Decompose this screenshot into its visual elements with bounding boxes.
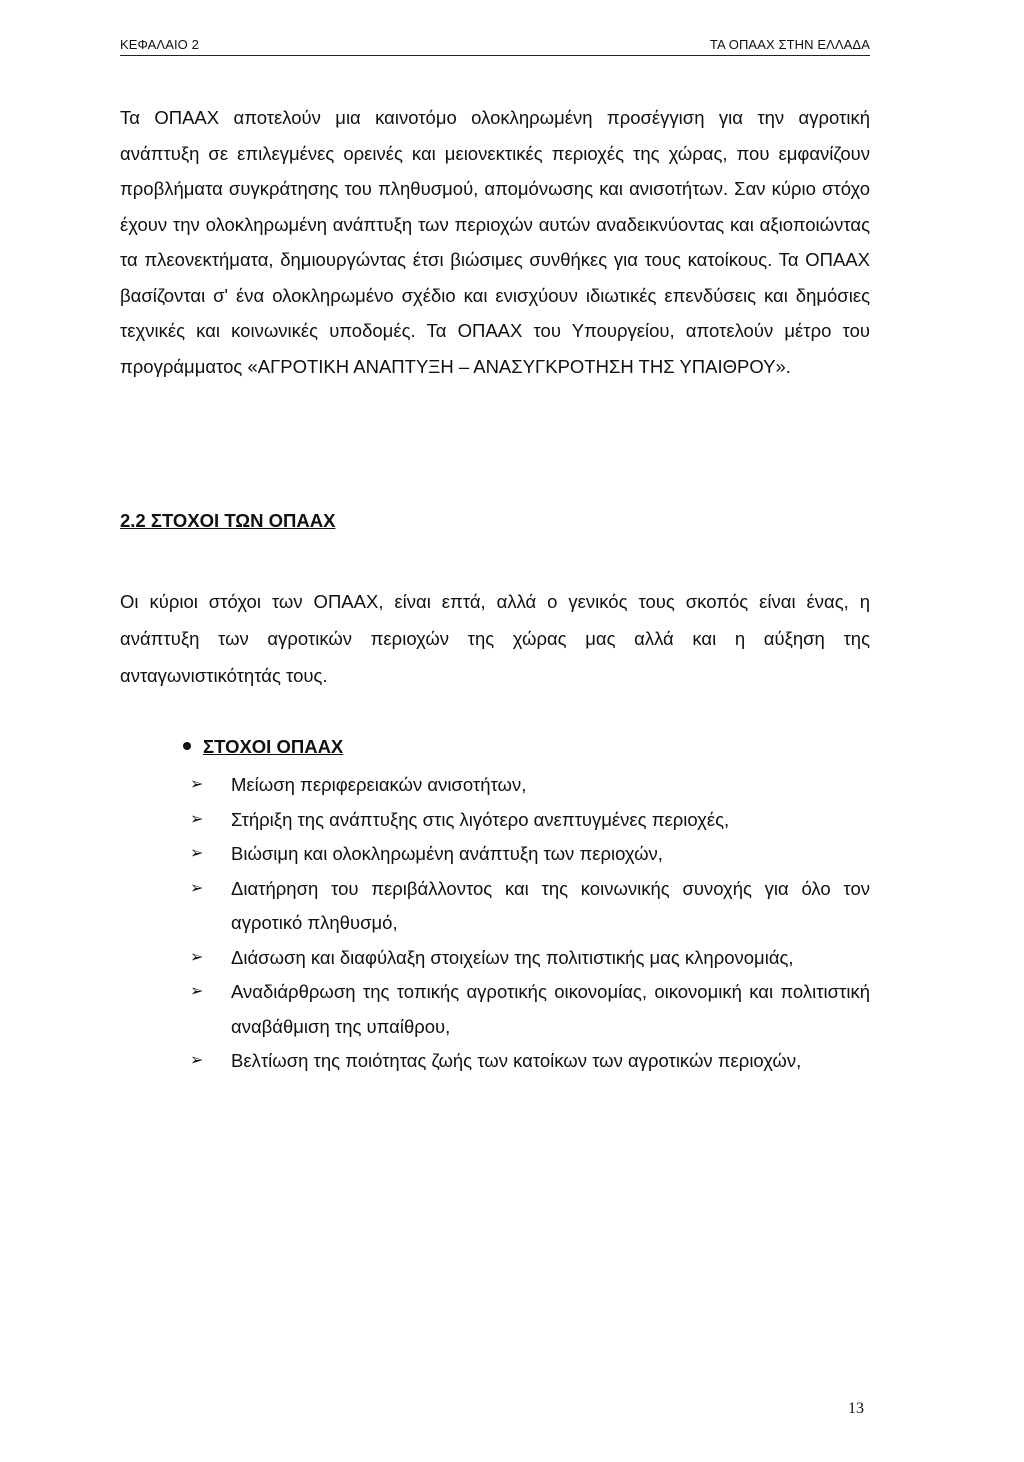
- list-item: [186, 803, 870, 838]
- chapter-label: ΚΕΦΑΛΑΙΟ 2: [120, 37, 199, 52]
- list-item: [186, 941, 870, 976]
- goal-text: Στήριξη της ανάπτυξης στις λιγότερο ανεπτυγμένες περιοχές,: [231, 808, 730, 830]
- goals-heading-label: ΣΤΟΧΟΙ ΟΠΑΑΧ: [203, 736, 344, 757]
- arrow-bullet-icon: ➢: [190, 845, 204, 862]
- goal-text: Αναδιάρθρωση της τοπικής αγροτικής οικονομίας, οικονομική και πολιτιστική αναβάθμιση της υπαίθρου,: [231, 981, 870, 1037]
- goal-text: Μείωση περιφερειακών ανισοτήτων,: [231, 774, 527, 795]
- running-title: ΤΑ ΟΠΑΑΧ ΣΤΗΝ ΕΛΛΑΔΑ: [709, 37, 870, 52]
- section-heading: 2.2 ΣΤΟΧΟΙ ΤΩΝ ΟΠΑΑΧ: [120, 510, 336, 531]
- list-item: [186, 768, 870, 803]
- list-item: [186, 975, 870, 1044]
- arrow-bullet-icon: ➢: [190, 879, 204, 897]
- list-item: [186, 872, 870, 941]
- list-item: [186, 837, 870, 872]
- arrow-bullet-icon: ➢: [190, 983, 204, 1000]
- arrow-bullet-icon: ➢: [190, 1052, 204, 1069]
- list-item: [186, 1044, 870, 1079]
- goal-text: Βιώσιμη και ολοκληρωμένη ανάπτυξη των περιοχών,: [231, 843, 663, 864]
- intro-paragraph: Τα ΟΠΑΑΧ αποτελούν μια καινοτόμο ολοκληρωμένη προσέγγιση για την αγροτική ανάπτυξη σε επιλεγμένες ορεινές και μειονεκτικές περιοχές της χώρας, που εμφανίζουν προβλήματα συγκράτησης του πληθυσμού, απομόνωσης και ανισοτήτων. Σαν κύριο στόχο έχουν την ολοκληρωμένη ανάπτυξη των περιοχών αυτών αναδεικνύοντας και αξιοποιώντας τα πλεονεκτήματα, δημιουργώντας έτσι βιώσιμες συνθήκες για τους κατοίκους. Τα ΟΠΑΑΧ βασίζονται σ' ένα ολοκληρωμένο σχέδιο και ενισχύουν ιδιωτικές επενδύσεις και δημόσιες τεχνικές και κοινωνικές υποδομές. Τα ΟΠΑΑΧ του Υπουργείου, αποτελούν μέτρο του προγράμματος «ΑΓΡΟΤΙΚΗ ΑΝΑΠΤΥΞΗ – ΑΝΑΣΥΓΚΡΟΤΗΣΗ ΤΗΣ ΥΠΑΙΘΡΟΥ».: [120, 107, 870, 377]
- goal-text: Διάσωση και διαφύλαξη στοιχείων της πολιτιστικής μας κληρονομιάς,: [231, 946, 794, 968]
- section-paragraph: Οι κύριοι στόχοι των ΟΠΑΑΧ, είναι επτά, αλλά ο γενικός τους σκοπός είναι ένας, η ανάπτυξη των αγροτικών περιοχών της χώρας μας αλλά και η αύξηση της ανταγωνιστικότητάς τους.: [120, 591, 870, 686]
- arrow-bullet-icon: ➢: [190, 810, 204, 828]
- goals-list: [186, 768, 870, 1079]
- page-number: 13: [848, 1400, 864, 1417]
- arrow-bullet-icon: ➢: [190, 776, 204, 793]
- goal-text: Βελτίωση της ποιότητας ζωής των κατοίκων των αγροτικών περιοχών,: [231, 1050, 802, 1071]
- page-header: [120, 37, 870, 56]
- bullet-dot-icon: [183, 742, 191, 750]
- goals-heading: [183, 736, 343, 758]
- goal-text: Διατήρηση του περιβάλλοντος και της κοινωνικής συνοχής για όλο τον αγροτικό πληθυσμό,: [231, 877, 870, 933]
- arrow-bullet-icon: ➢: [190, 948, 204, 966]
